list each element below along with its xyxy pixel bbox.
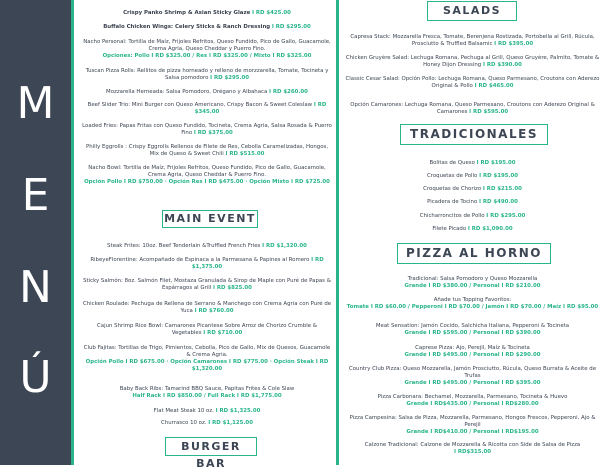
menu-item: Meat Sensation: Jamón Cocido, Salchicha Italiana, Pepperoni & Tocineta Grande I RD $595.00 / Personal I RD $390.00 <box>375 323 570 336</box>
menu-item: Filete Picado I RD $1,090.00 <box>432 226 513 232</box>
menu-item: Tuscan Pizza Rolls: Rellitos de pizza horneado y relleno de morzzarella, Tomate, Tocineta y Salsa pomodoro I RD $295.00 <box>85 68 329 81</box>
heading-main-event: MAIN EVENT <box>162 210 258 228</box>
menu-item: Country Club Pizza: Queso Mozzarella, Jamón Prosciutto, Rúcula, Queso Burrata & Aceite de Trufas Grande I RD $495.00 / Personal I RD $395.00 <box>348 366 597 386</box>
menu-item: Caprese Pizza: Ajo, Perejil, Maíz & Tocineta Grande I RD $495.00 / Personal I RD $290.00 <box>404 345 541 358</box>
menu-item: Flat Meat Steak 10 oz. I RD $1,325.00 <box>153 408 261 414</box>
menu-item: Opción Camarones: Lechuga Romana, Queso Parmesano, Croutons con Aderezo Original & Camarones I RD $595.00 <box>350 102 595 115</box>
sidebar-accent-line <box>71 0 74 465</box>
menu-item: Añade tus Topping Favoritos: Tomate I RD $60.00 / Pepperoni I RD $70.00 / Jamón I RD $70.00 / Maíz I RD $95.00 <box>346 297 599 310</box>
menu-item: Nacho Bowl: Tortilla de Maíz, Frijoles Refritos, Queso Fundido, Pico de Gallo, Guacamole, Crema Agria, Queso Cheddar & Puerro Fino. Opción Pollo I RD $750.00 · Opción Res I RD $475.00 · Opción Mixto I RD $725.00 <box>84 165 330 185</box>
menu-item: Cajun Shrimp Rice Bowl: Camarones Picantese Sobre Arroz de Chorizo Crumble & Vegetables I RD $710.00 <box>97 323 317 336</box>
menu-item: Steak Frites: 10oz. Beef Tenderlain &Truffled French Fries I RD $1,320.00 <box>107 243 307 249</box>
menu-item: Club Fajitas: Tortillas de Trigo, Pimientos, Cebolla, Pico de Gallo, Mix de Quesos, Guacamole & Crema Agria. Opción Pollo I RD $675.00 · Opción Camarones I RD $775.00 · Opción Steak I RD $1,320.00 <box>83 345 331 372</box>
menu-item: Pizza Campesina: Salsa de Pizza, Mozzarella, Parmesano, Hongos Frescos, Pepperoni, Ajo & Perejil Grande I RD$410.00 / Personal I RD$195.00 <box>349 415 596 435</box>
menu-letter-e: E <box>21 170 50 221</box>
heading-burger-bar: BURGER BAR <box>165 437 257 456</box>
menu-item: Baby Back Ribs: Tamarind BBQ Sauce, Papitas Frites & Cole Slaw Half Rack I RD $850.00 / Full Rack I RD $1,775.00 <box>119 386 295 399</box>
menu-letter-n: N <box>19 262 52 313</box>
menu-item: Philly Eggrolls : Crispy Eggrolls Rellenos de Filete de Res, Cebolla Caramelizadas, Hongos, Mix de Queso & Sweet Chili I RD $515.00 <box>85 144 329 157</box>
menu-letter-u: Ú <box>19 352 52 403</box>
heading-tradicionales: TRADICIONALES <box>400 124 548 145</box>
menu-item: Classic Cesar Salad: Opción Pollo: Lechuga Romana, Queso Parmesano, Croutons con Aderezo Original & Pollo I RD $465.00 <box>345 76 600 89</box>
menu-item: Chicken Roulade: Pechuga de Rellena de Serrano & Manchego con Crema Agria con Puré de Yuca I RD $760.00 <box>82 301 332 314</box>
column-left <box>82 0 332 470</box>
heading-salads: SALADS <box>427 1 517 21</box>
menu-item: Croquetas de Chorizo I RD $215.00 <box>423 186 522 192</box>
menu-item: Calzone Tradicional: Calzone de Mozzarella & Ricotta con Side de Salsa de Pizza I RD$315.00 <box>364 442 581 455</box>
menu-item: Chicken Gruyère Salad: Lechuga Romana, Pechuga al Grill, Queso Gruyère, Palmito, Tomate & Honey Dijon Dressing I RD $390.00 <box>345 55 600 68</box>
menu-item: Crispy Panko Shrimp & Asian Sticky Glaze I RD $425.00 <box>123 10 291 16</box>
menu-item: Bolitas de Queso I RD $195.00 <box>429 160 516 166</box>
menu-item: Picadera de Tocino I RD $490.00 <box>427 199 518 205</box>
column-divider <box>336 0 339 465</box>
menu-item: Tradicional: Salsa Pomodoro y Queso Mozzarella Grande I RD $380.00 / Personal I RD $210.00 <box>404 276 541 289</box>
heading-pizza-al-horno: PIZZA AL HORNO <box>397 243 551 264</box>
menu-item: Beef Slider Trio: Mini Burger con Queso Americano, Crispy Bacon & Sweet Coleslaw I RD $345.00 <box>87 102 327 115</box>
menu-item: Churrasco 10 oz. I RD $1,125.00 <box>161 420 253 426</box>
menu-item: RibeyeFlorentine: Acompañado de Espinaca a la Parmesana & Papines al Romero I RD $1,375.00 <box>90 257 324 270</box>
menu-item: Croquetas de Pollo I RD $195.00 <box>426 173 518 179</box>
sidebar <box>0 0 74 465</box>
menu-item: Chicharroncitos de Pollo I RD $295.00 <box>419 213 526 219</box>
column-right <box>345 0 600 465</box>
menu-item: Sticky Salmón: 8oz. Salmón Filet, Mostaza Granulada & Sirop de Maple con Puré de Papas & Espárragos al Grill I RD $825.00 <box>83 278 331 291</box>
menu-item: Pizza Carbonara: Bechamel, Mozzarella, Parmesano, Tocineta & Huevo Grande I RD$435.00 / Personal I RD$280.00 <box>377 394 568 407</box>
menu-item: Buffalo Chicken Wings: Celery Sticks & Ranch Dressing I RD $295.00 <box>103 24 311 30</box>
menu-item: Capresa Stack: Mozzarella Fresca, Tomate, Berenjena Rostizada, Portobella al Grill, Rúcula, Prosciutto & Truffled Balsamic I RD $395.00 <box>350 34 595 47</box>
menu-letter-m: M <box>16 78 55 129</box>
menu-item: Mozzarella Herneada: Salsa Pomodoro, Orégano y Albahaca I RD $260.00 <box>106 89 308 95</box>
menu-item: Loaded Fries: Papas Fritas con Queso Fundido, Tocineta, Crema Agria, Salsa Rosada & Puerro Fino I RD $375.00 <box>82 123 332 136</box>
menu-item: Nacho Personal: Tortilla de Maíz, Frijoles Refritos, Queso Fundido, Pico de Gallo, Guacamole, Crema Agria, Queso Cheddar y Puerro Fino. Opciones: Pollo I RD $325.00 / Res I RD $325.00 / Mixto I RD $325.00 <box>83 39 331 59</box>
